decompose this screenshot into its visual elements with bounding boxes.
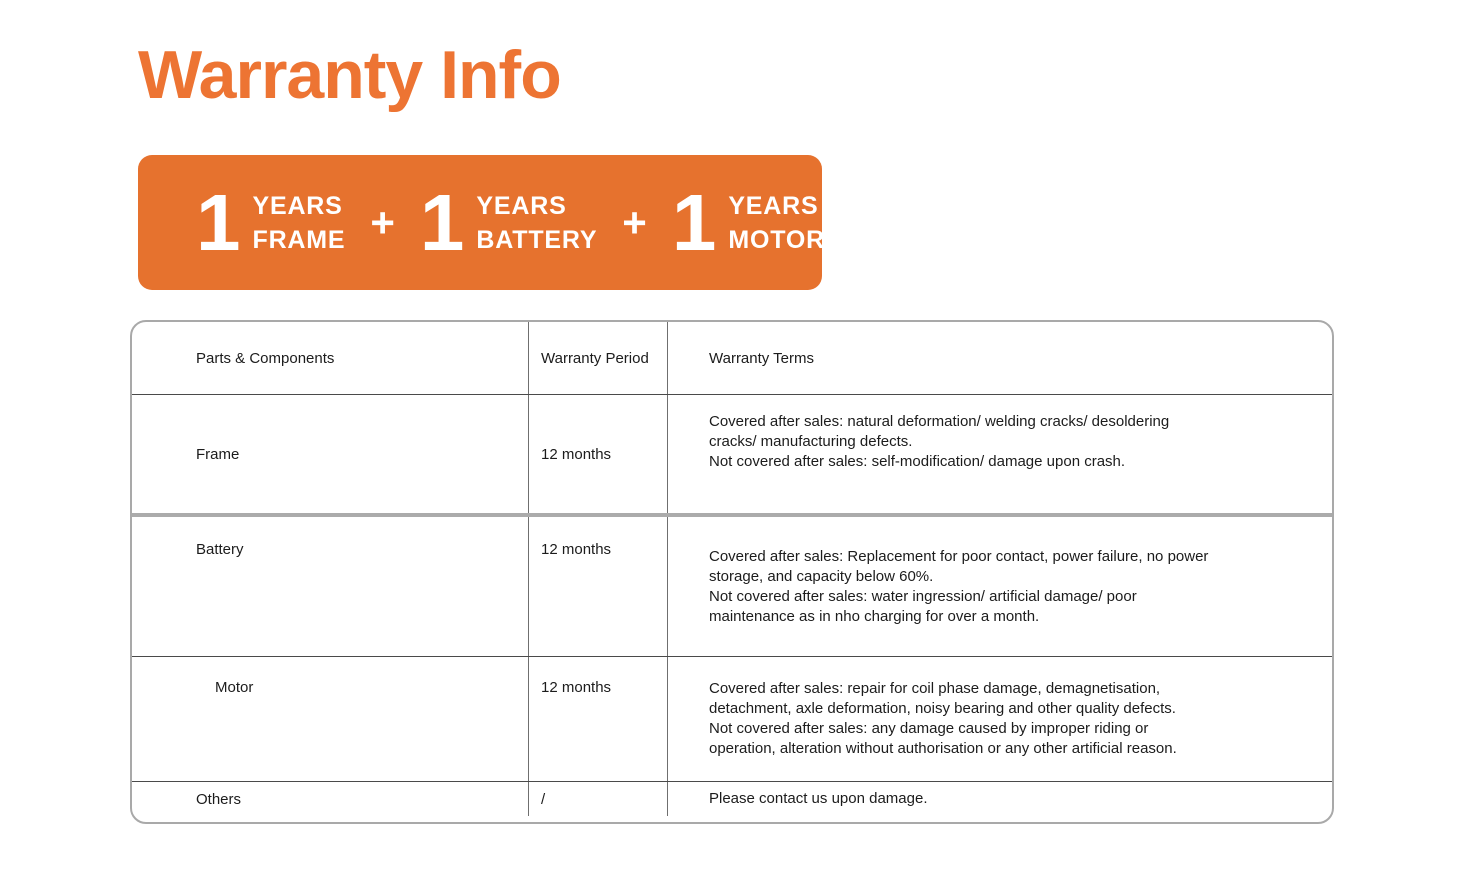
part-name: Others	[196, 790, 242, 808]
terms-line: Covered after sales: Replacement for poor contact, power failure, no power storage, and capacity below 60%.	[709, 547, 1209, 585]
terms-line: Covered after sales: natural deformation/ welding cracks/ desoldering cracks/ manufacturing defects.	[709, 413, 1170, 450]
banner-frame-years-number: 1	[196, 177, 241, 267]
table-row-frame	[132, 395, 1332, 517]
warranty-terms	[709, 547, 1214, 627]
warranty-terms	[709, 789, 927, 809]
terms-line: Not covered after sales: any damage caused by improper riding or operation, alteration without authorisation or any other artificial reason.	[709, 720, 1177, 757]
plus-separator: +	[370, 198, 395, 246]
warranty-terms-cell	[667, 517, 1332, 656]
terms-line: Not covered after sales: water ingression/ artificial damage/ poor maintenance as in nho charging for over a month.	[709, 587, 1137, 625]
banner-frame-years-label: YEARS	[252, 191, 343, 220]
warranty-terms	[709, 679, 1214, 759]
banner-battery-years-label: YEARS	[476, 191, 567, 220]
warranty-banner	[138, 155, 825, 290]
warranty-terms	[709, 412, 1214, 472]
banner-battery-labels	[476, 189, 597, 257]
warranty-period: 12 months	[528, 517, 667, 656]
banner-frame-part-label: FRAME	[252, 225, 346, 254]
plus-separator: +	[622, 198, 647, 246]
banner-motor-part-label: MOTOR	[728, 225, 825, 254]
warranty-terms-cell	[667, 395, 1332, 513]
banner-motor-labels	[728, 189, 825, 257]
banner-item-frame	[196, 177, 346, 267]
part-name: Battery	[196, 541, 244, 558]
table-row-motor	[132, 657, 1332, 782]
warranty-table	[130, 320, 1334, 824]
table-row-others	[132, 782, 1332, 816]
table-header-row	[132, 322, 1332, 395]
banner-item-battery	[419, 177, 598, 267]
terms-line: Please contact us upon damage.	[709, 790, 928, 807]
banner-motor-years-label: YEARS	[728, 191, 819, 220]
terms-line: Covered after sales: repair for coil phase damage, demagnetisation, detachment, axle deformation, noisy bearing and other quality defects.	[709, 680, 1176, 717]
column-header-parts: Parts & Components	[196, 349, 335, 367]
banner-motor-years-number: 1	[671, 177, 717, 267]
banner-battery-part-label: BATTERY	[476, 225, 598, 254]
table-row-battery	[132, 517, 1332, 657]
banner-item-motor	[671, 177, 825, 267]
column-header-period: Warranty Period	[528, 322, 667, 394]
column-header-terms: Warranty Terms	[667, 322, 1332, 394]
warranty-period: 12 months	[528, 395, 667, 513]
banner-battery-years-number: 1	[419, 177, 465, 267]
terms-line: Not covered after sales: self-modification/ damage upon crash.	[709, 453, 1126, 470]
part-name: Frame	[196, 445, 240, 463]
warranty-terms-cell	[667, 782, 1332, 816]
warranty-period: /	[528, 782, 667, 816]
page-title: Warranty Info	[138, 37, 561, 113]
banner-frame-labels	[253, 189, 346, 257]
warranty-period: 12 months	[528, 657, 667, 781]
warranty-terms-cell	[667, 657, 1332, 781]
part-name: Motor	[215, 679, 254, 696]
